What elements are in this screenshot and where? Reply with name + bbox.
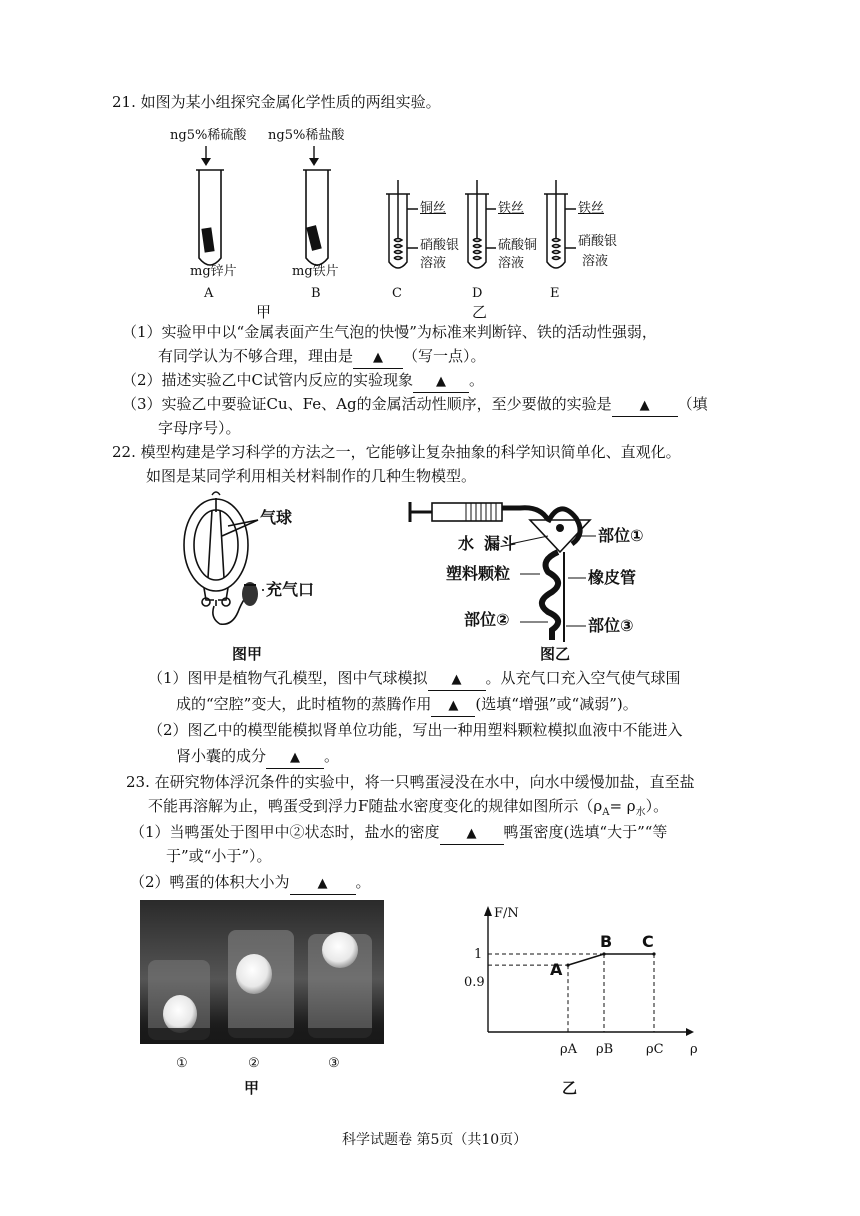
fig22-yi-label: 图乙 xyxy=(540,645,571,663)
acid1-label: ng5%稀硫酸 xyxy=(170,128,247,143)
tube-label: 橡皮管 xyxy=(588,568,637,587)
label-d: D xyxy=(472,286,483,301)
beaker-label-3: ③ xyxy=(328,1056,340,1071)
particles-label: 塑料颗粒 xyxy=(446,564,511,583)
x-tick-b: ρB xyxy=(596,1042,614,1057)
q23-part1-line1: （1）当鸭蛋处于图甲中②状态时，盐水的密度 ▲ 鸭蛋密度(选填“大于”“等 xyxy=(130,822,667,845)
y-axis-label: F/N xyxy=(494,906,519,921)
q21-part3-line2: 字母序号）。 xyxy=(158,419,241,437)
y-tick-1: 1 xyxy=(474,947,483,962)
q23-stem-line2: 不能再溶解为止，鸭蛋受到浮力F随盐水密度变化的规律如图所示$(\rho_A= \rho_水)$。 xyxy=(148,797,669,818)
label-e: E xyxy=(550,286,560,301)
photo-fig-label: 甲 xyxy=(244,1079,260,1097)
answer-blank[interactable]: ▲ xyxy=(290,874,356,895)
q21-part3-line1: （3）实验乙中要验证Cu、Fe、Ag的金属活动性顺序，至少要做的实验是 ▲ （填 xyxy=(122,394,708,417)
point-c xyxy=(652,952,655,955)
q23-part1-line2: 于”或“小于”）。 xyxy=(166,847,272,865)
q21-part1-line1: （1）实验甲中以“金属表面产生气泡的快慢”为标准来判断锌、铁的活动性强弱， xyxy=(122,323,657,341)
acid2-label: ng5%稀盐酸 xyxy=(268,128,345,143)
answer-blank[interactable]: ▲ xyxy=(431,696,475,717)
label-b: B xyxy=(311,286,321,301)
inlet-label: 充气口 xyxy=(266,580,315,599)
fig22-jia-label: 图甲 xyxy=(232,645,263,663)
iron-wire-label-e: 铁丝 xyxy=(578,201,605,216)
q22-part1-line2: 成的“空腔”变大，此时植物的蒸腾作用 ▲ (选填“增强”或“减弱”)。 xyxy=(176,694,638,717)
part1-label: 部位① xyxy=(598,526,644,545)
q23-stem-line1: 23. 在研究物体浮沉条件的实验中，将一只鸭蛋浸没在水中，向水中缓慢加盐，直至盐 xyxy=(126,773,695,791)
solution-c-1: 硝酸银 xyxy=(420,238,460,253)
q22-stem-line1: 22. 模型构建是学习科学的方法之一，它能够让复杂抽象的科学知识简单化、直观化。 xyxy=(112,443,681,461)
water-label: 水 xyxy=(458,534,475,553)
point-a xyxy=(566,964,569,967)
x-tick-c: ρC xyxy=(646,1042,664,1057)
point-a-label: A xyxy=(550,960,563,979)
x-axis-label: ρ xyxy=(690,1042,698,1057)
funnel-label: 漏斗 xyxy=(484,534,517,553)
q22-part2-line2: 肾小囊的成分 ▲ 。 xyxy=(176,746,339,769)
answer-blank[interactable]: ▲ xyxy=(353,348,403,369)
point-b xyxy=(602,952,605,955)
answer-blank[interactable]: ▲ xyxy=(428,670,486,691)
solution-c-2: 溶液 xyxy=(420,256,447,271)
q22-part1-line1: （1）图甲是植物气孔模型，图中气球模拟 ▲ 。从充气口充入空气使气球围 xyxy=(148,668,681,691)
balloon-label: 气球 xyxy=(260,508,293,527)
iron-wire-label-d: 铁丝 xyxy=(498,201,525,216)
point-b-label: B xyxy=(600,932,613,951)
answer-blank[interactable]: ▲ xyxy=(440,824,504,845)
solution-e-2: 溶液 xyxy=(582,254,609,269)
q21-part1-line2: 有同学认为不够合理，理由是 ▲ （写一点）。 xyxy=(158,346,486,369)
answer-blank[interactable]: ▲ xyxy=(413,372,469,393)
chart-fig-label: 乙 xyxy=(562,1079,578,1097)
fig-jia-label: 甲 xyxy=(256,303,272,321)
beaker-label-1: ① xyxy=(176,1056,188,1071)
solution-d-2: 溶液 xyxy=(498,256,525,271)
q22-part2-line1: （2）图乙中的模型能模拟肾单位功能，写出一种用塑料颗粒模拟血液中不能进入 xyxy=(148,721,683,739)
answer-blank[interactable]: ▲ xyxy=(612,396,678,417)
solution-e-1: 硝酸银 xyxy=(578,234,618,249)
label-a: A xyxy=(204,286,214,301)
beaker-label-2: ② xyxy=(248,1056,260,1071)
point-c-label: C xyxy=(642,932,654,951)
iron-label: mg铁片 xyxy=(292,264,339,279)
label-c: C xyxy=(392,286,402,301)
answer-blank[interactable]: ▲ xyxy=(266,748,324,769)
copper-wire-label: 铜丝 xyxy=(420,201,447,216)
solution-d-1: 硫酸铜 xyxy=(498,238,538,253)
q21-part2: （2）描述实验乙中C试管内反应的实验现象 ▲ 。 xyxy=(122,370,484,393)
buoyancy-line xyxy=(568,954,654,965)
q22-stem-line2: 如图是某同学利用相关材料制作的几种生物模型。 xyxy=(146,467,477,485)
q21-stem: 21. 如图为某小组探究金属化学性质的两组实验。 xyxy=(112,93,441,111)
x-tick-a: ρA xyxy=(560,1042,578,1057)
q23-part2: （2）鸭蛋的体积大小为 ▲ 。 xyxy=(130,872,371,895)
page-footer: 科学试题卷 第5页（共10页） xyxy=(342,1132,528,1148)
part3-label: 部位③ xyxy=(588,616,634,635)
zinc-label: mg锌片 xyxy=(190,264,237,279)
y-tick-0.9: 0.9 xyxy=(464,975,485,990)
fig-yi-label: 乙 xyxy=(472,303,488,321)
part2-label: 部位② xyxy=(464,610,510,629)
